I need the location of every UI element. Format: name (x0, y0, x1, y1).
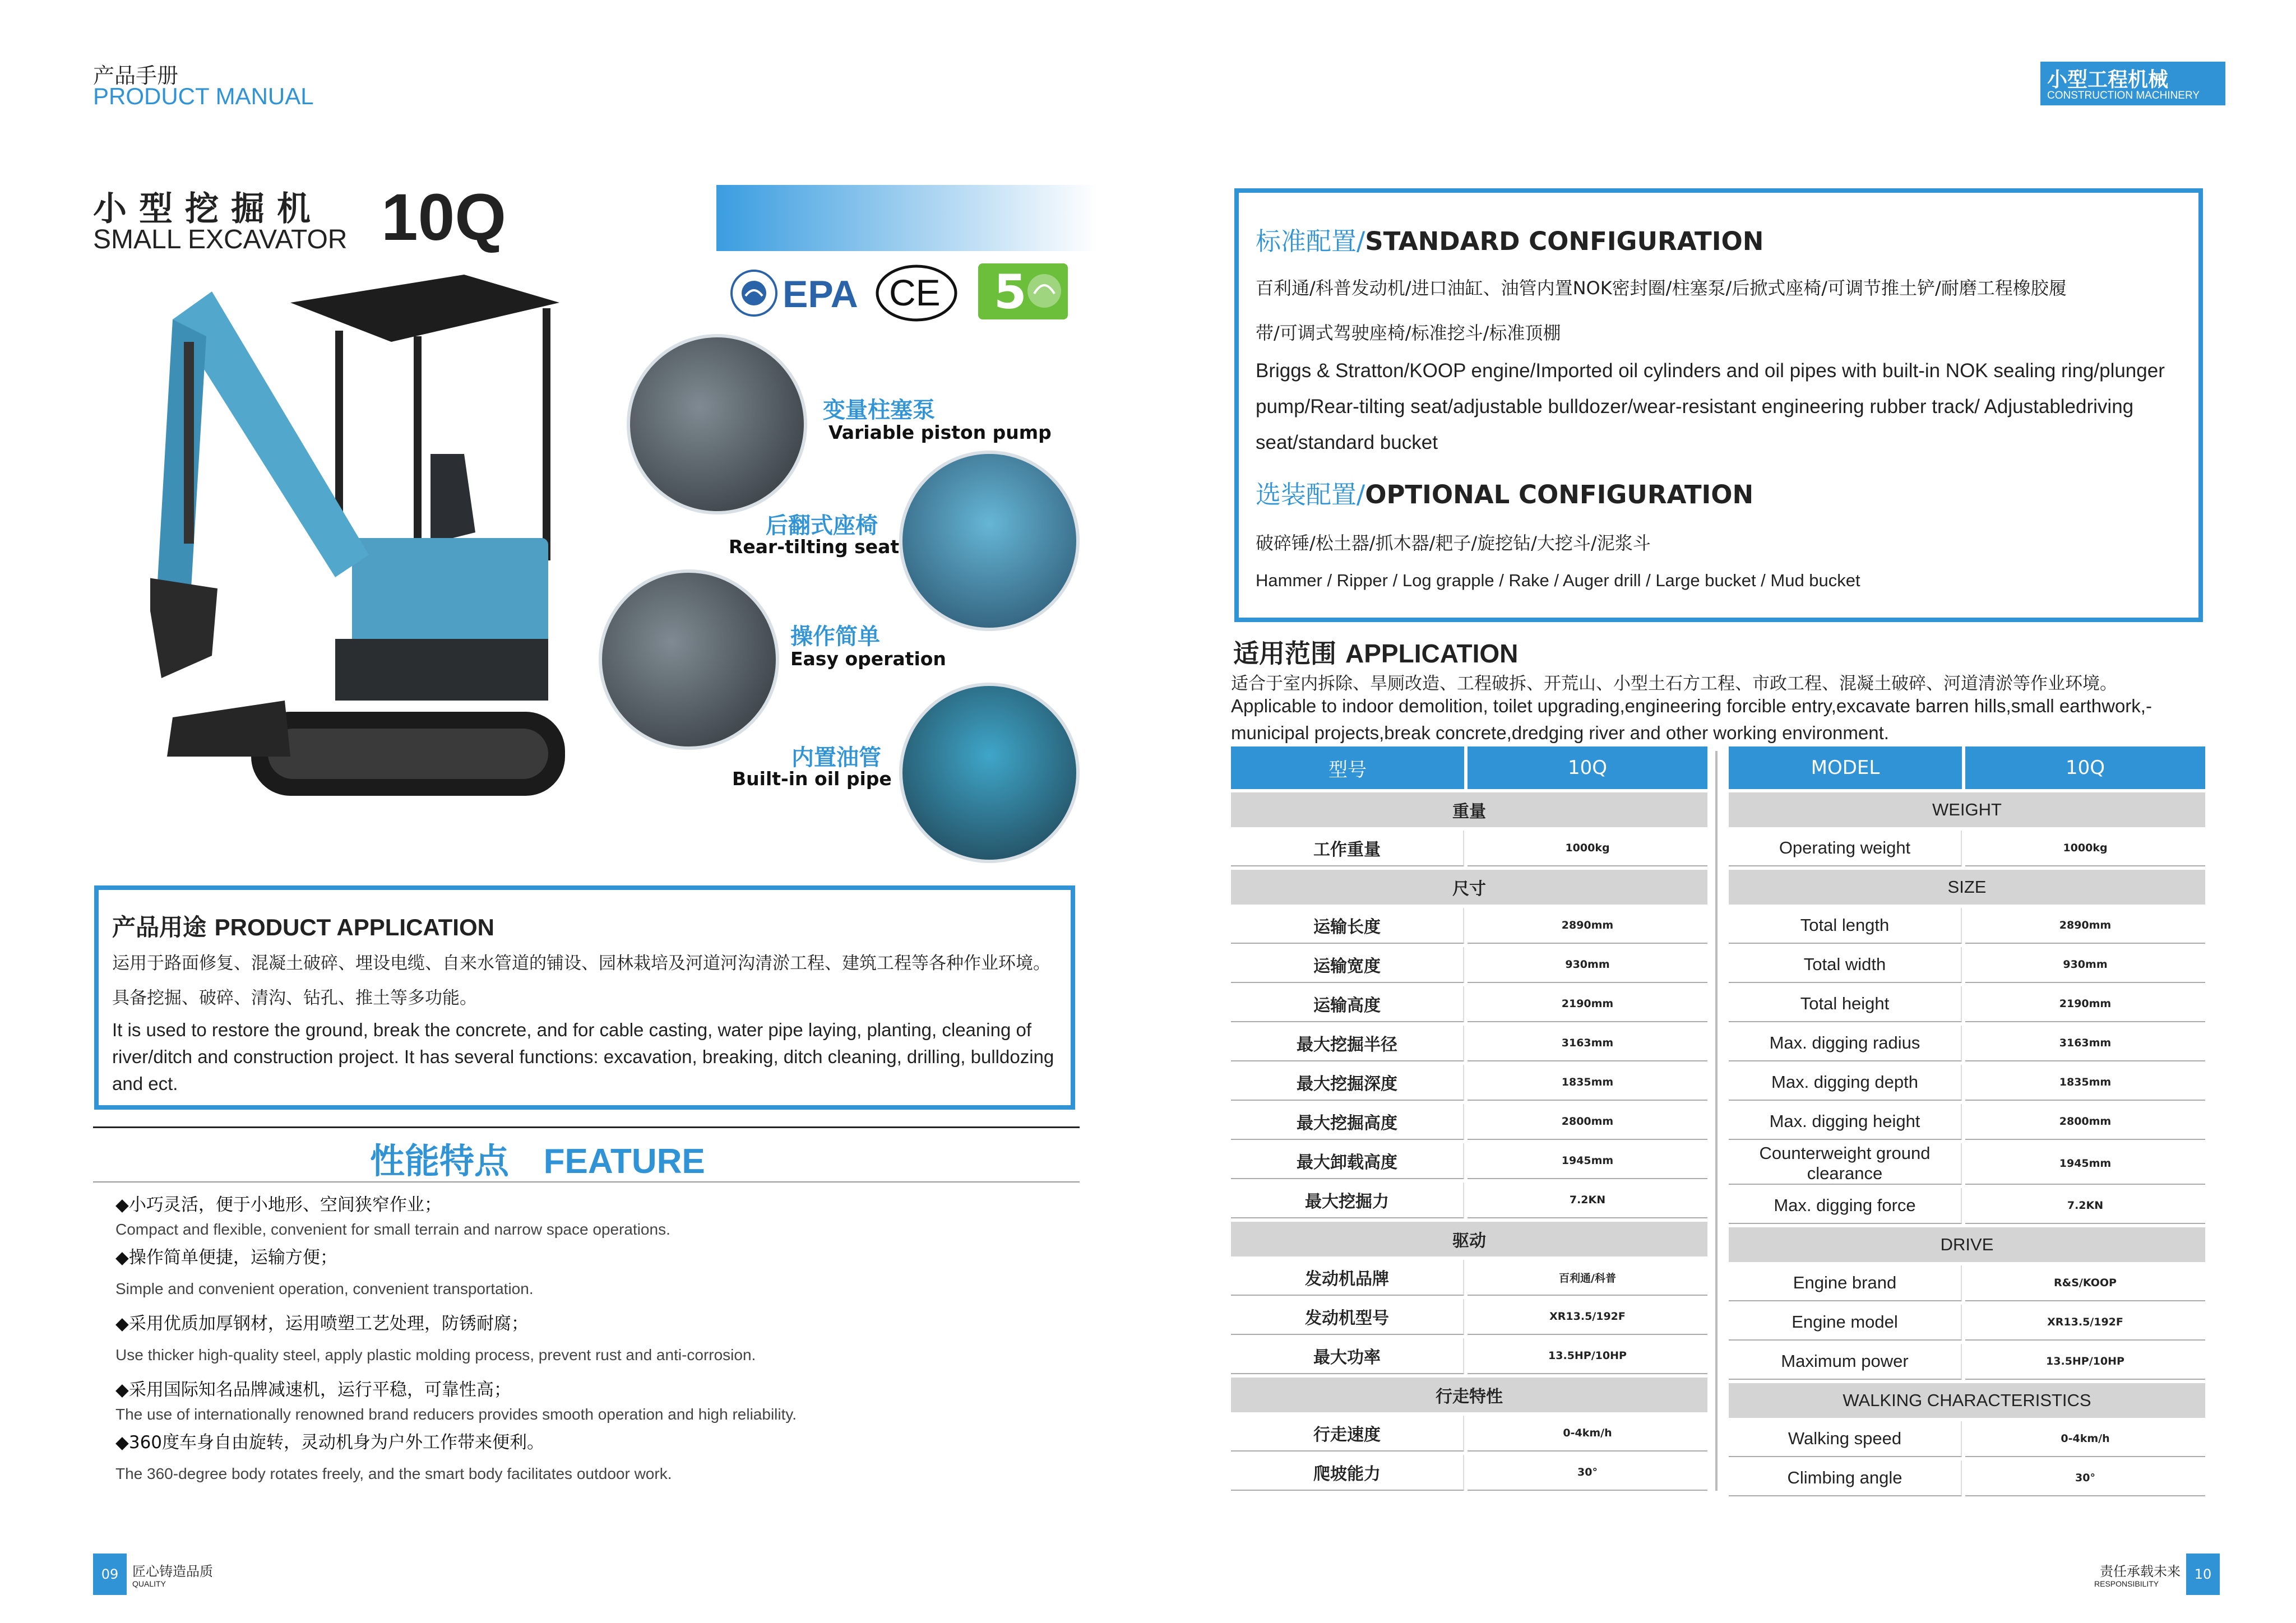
configuration-box (1234, 188, 2203, 622)
spec-row (1729, 1104, 2205, 1140)
spec-group-row (1231, 1222, 1707, 1256)
spec-row (1729, 1026, 2205, 1061)
spec-row (1729, 1265, 2205, 1301)
spec-row (1231, 908, 1707, 944)
application-title (1233, 633, 1518, 670)
spec-label: Max. digging depth (1729, 1065, 1962, 1101)
spec-row (1729, 1188, 2205, 1224)
spec-row (1231, 986, 1707, 1022)
spec-row (1729, 1143, 2205, 1185)
feature-operation-en: Easy operation (790, 648, 946, 670)
category-tag-en: CONSTRUCTION MACHINERY (2047, 90, 2200, 101)
spec-label: 行走速度 (1231, 1416, 1464, 1452)
feature-item-en: Simple and convenient operation, convenient transportation. (115, 1280, 534, 1297)
spec-value: 2800mm (1468, 1104, 1707, 1140)
spec-label: 爬坡能力 (1231, 1455, 1464, 1491)
feature-item-cn: ◆采用优质加厚钢材，运用喷塑工艺处理，防锈耐腐； (115, 1314, 529, 1334)
feature-item (115, 1431, 1068, 1485)
spec-label: Walking speed (1729, 1421, 1962, 1457)
ce-text: CE (889, 272, 941, 313)
spec-label: Engine model (1729, 1305, 1962, 1341)
spec-value: 30° (1468, 1455, 1707, 1491)
excavator-image (150, 252, 576, 835)
feature-title-en: FEATURE (543, 1142, 705, 1181)
standard-config-title-cn: 标准配置 (1256, 226, 1357, 256)
feature-item-cn: ◆采用国际知名品牌减速机，运行平稳，可靠性高； (115, 1380, 511, 1400)
spec-row (1729, 986, 2205, 1022)
standard-config-en: Briggs & Stratton/KOOP engine/Imported oil cylinders and oil pipes with built-in NOK sealing ring/plunger pump/Rear-tilting seat/adjustable bulldozer/wear-resistant engineering rubber track/ Adjustabledriving seat/standard bucket (1256, 360, 2165, 453)
spec-value: 2890mm (1965, 908, 2205, 944)
spec-row (1231, 947, 1707, 983)
spec-label: Counterweight ground clearance (1729, 1143, 1962, 1185)
optional-config-title: 选装配置/OPTIONAL CONFIGURATION (1256, 480, 1754, 509)
spec-row (1231, 1143, 1707, 1179)
spec-row (1231, 1299, 1707, 1335)
feature-oilpipe-cn: 内置油管 (791, 745, 881, 771)
spec-group-label: 驱动 (1231, 1222, 1707, 1256)
spec-value: R&S/KOOP (1965, 1265, 2205, 1301)
rear-tilting-seat-photo (899, 451, 1080, 631)
standard-config-cn (1256, 266, 2186, 355)
manual-label-cn: 产品手册 (93, 63, 179, 88)
spec-group-row (1729, 1383, 2205, 1418)
spec-label: Total length (1729, 908, 1962, 944)
spec-header-label: 型号 (1231, 746, 1464, 789)
spec-header-model: 10Q (1468, 746, 1707, 789)
spec-row (1231, 1260, 1707, 1296)
spec-value: 2890mm (1468, 908, 1707, 944)
spec-label: 最大挖掘高度 (1231, 1104, 1464, 1140)
spec-group-row (1729, 1227, 2205, 1262)
feature-item-cn: ◆360度车身自由旋转，灵动机身为户外工作带来便利。 (115, 1432, 545, 1453)
application-text-cn: 适合于室内拆除、旱厕改造、工程破拆、开荒山、小型土石方工程、市政工程、混凝土破碎、河道清淤等作业环境。 (1231, 674, 2117, 694)
spec-label: Max. digging force (1729, 1188, 1962, 1224)
oil-pipe-photo (899, 683, 1080, 863)
spec-label: 发动机品牌 (1231, 1260, 1464, 1296)
spec-label: Total width (1729, 947, 1962, 983)
spec-label: 最大挖掘深度 (1231, 1065, 1464, 1101)
standard-config-title: 标准配置/STANDARD CONFIGURATION (1256, 226, 1764, 256)
spec-group-label: SIZE (1729, 870, 2205, 905)
product-title-cn: 小型挖掘机 (93, 189, 323, 229)
footer-left-cn: 匠心铸造品质 (132, 1564, 213, 1579)
spec-value: 2800mm (1965, 1104, 2205, 1140)
feature-item (115, 1379, 1068, 1426)
spec-row (1231, 1416, 1707, 1452)
spec-value: 3163mm (1468, 1026, 1707, 1061)
spec-label: 最大功率 (1231, 1338, 1464, 1374)
spec-row (1231, 1183, 1707, 1218)
spec-label: Max. digging radius (1729, 1026, 1962, 1061)
spec-row (1729, 1305, 2205, 1341)
spec-value: 7.2KN (1468, 1183, 1707, 1218)
feature-item-en: Compact and flexible, convenient for small terrain and narrow space operations. (115, 1221, 670, 1238)
epa-logo (729, 262, 858, 324)
spec-group-label: WALKING CHARACTERISTICS (1729, 1383, 2205, 1418)
spec-table-en (1725, 743, 2209, 1500)
spec-row (1231, 831, 1707, 866)
feature-pump-cn: 变量柱塞泵 (823, 397, 935, 423)
euro5-logo (978, 263, 1068, 319)
feature-item-en: Use thicker high-quality steel, apply plastic molding process, prevent rust and anti-corrosion. (115, 1346, 756, 1364)
spec-label: 运输长度 (1231, 908, 1464, 944)
feature-item-en: The use of internationally renowned brand reducers provides smooth operation and high reliability. (115, 1406, 797, 1423)
spec-row (1231, 1455, 1707, 1491)
manual-label-en: PRODUCT MANUAL (93, 83, 314, 109)
spec-group-label: 行走特性 (1231, 1378, 1707, 1412)
spec-group-label: 重量 (1231, 792, 1707, 827)
application-text-en: Applicable to indoor demolition, toilet upgrading,engineering forcible entry,excavate barren hills,small earthwork,-municipal projects,break concrete,dredging river and other working environment. (1231, 695, 2152, 743)
spec-group-row (1729, 792, 2205, 827)
category-tag-cn: 小型工程机械 (2047, 68, 2169, 91)
spec-label: Engine brand (1729, 1265, 1962, 1301)
spec-value: 13.5HP/10HP (1965, 1344, 2205, 1380)
product-model: 10Q (381, 180, 507, 254)
spec-label: Operating weight (1729, 831, 1962, 866)
piston-pump-photo (627, 334, 807, 514)
spec-row (1729, 831, 2205, 866)
feature-divider-top (93, 1126, 1080, 1128)
spec-group-label: DRIVE (1729, 1227, 2205, 1262)
feature-pump-en: Variable piston pump (828, 421, 1052, 443)
feature-seat-cn: 后翻式座椅 (766, 513, 878, 539)
feature-title (370, 1133, 705, 1183)
feature-oilpipe-en: Built-in oil pipe (732, 768, 892, 790)
spec-header-row (1231, 746, 1707, 789)
epa-text: EPA (783, 273, 858, 316)
product-application-text-cn: 运用于路面修复、混凝土破碎、埋设电缆、自来水管道的铺设、园林栽培及河道河沟清淤工程、建筑工程等各种作业环境。具备挖掘、破碎、清沟、钻孔、推土等多功能。 (112, 953, 1050, 1008)
product-application-box (94, 885, 1075, 1110)
spec-header-label: MODEL (1729, 746, 1962, 789)
spec-value: 百利通/科普 (1468, 1260, 1707, 1296)
spec-value: 1000kg (1965, 831, 2205, 866)
feature-divider-bottom (93, 1181, 1080, 1183)
spec-label: Total height (1729, 986, 1962, 1022)
product-title-en: SMALL EXCAVATOR (93, 225, 348, 254)
euro5-number: 5 (994, 265, 1027, 319)
spec-value: 30° (1965, 1460, 2205, 1496)
product-application-title (112, 909, 494, 943)
spec-table-cn (1228, 743, 1711, 1494)
product-application-text-en: It is used to restore the ground, break the concrete, and for cable casting, water pipe laying, planting, cleaning of river/ditch and construction project. It has several functions: excavation, breaking, ditch cleaning, drilling, bulldozing and ect. (112, 1019, 1054, 1094)
feature-list (115, 1194, 1068, 1491)
spec-header-row (1729, 746, 2205, 789)
spec-row (1231, 1338, 1707, 1374)
footer-left-en: QUALITY (132, 1579, 166, 1588)
spec-value: 1945mm (1965, 1143, 2205, 1185)
spec-value: 1835mm (1965, 1065, 2205, 1101)
spec-label: 最大挖掘力 (1231, 1183, 1464, 1218)
spec-row (1729, 908, 2205, 944)
spec-row (1231, 1026, 1707, 1061)
page-number-right: 10 (2186, 1554, 2220, 1595)
footer-right-cn: 责任承载未来 (2100, 1564, 2181, 1579)
footer-right-en: RESPONSIBILITY (2094, 1579, 2159, 1588)
page-number-left: 09 (93, 1554, 127, 1595)
spec-row (1231, 1065, 1707, 1101)
product-application-title-cn: 产品用途 (112, 913, 207, 941)
feature-title-cn: 性能特点 (370, 1140, 510, 1181)
spec-value: 1000kg (1468, 831, 1707, 866)
spec-value: XR13.5/192F (1468, 1299, 1707, 1335)
spec-value: 13.5HP/10HP (1468, 1338, 1707, 1374)
application-title-cn: 适用范围 (1233, 638, 1336, 669)
spec-row (1729, 1421, 2205, 1457)
spec-row (1729, 947, 2205, 983)
spec-value: 2190mm (1965, 986, 2205, 1022)
spec-label: 运输高度 (1231, 986, 1464, 1022)
optional-config-cn: 破碎锤/松土器/抓木器/耙子/旋挖钻/大挖斗/泥浆斗 (1256, 532, 1651, 554)
spec-value: 930mm (1965, 947, 2205, 983)
spec-group-label: WEIGHT (1729, 792, 2205, 827)
feature-seat-en: Rear-tilting seat (729, 536, 900, 558)
spec-value: 3163mm (1965, 1026, 2205, 1061)
spec-header-model: 10Q (1965, 746, 2205, 789)
category-tag (2040, 62, 2225, 105)
spec-group-row (1231, 792, 1707, 827)
feature-item (115, 1194, 1068, 1241)
spec-label: 工作重量 (1231, 831, 1464, 866)
standard-config-title-en: STANDARD CONFIGURATION (1365, 226, 1764, 256)
spec-label: 运输宽度 (1231, 947, 1464, 983)
spec-label: 最大挖掘半径 (1231, 1026, 1464, 1061)
easy-operation-photo (599, 569, 779, 750)
spec-value: 0-4km/h (1468, 1416, 1707, 1452)
feature-item-cn: ◆小巧灵活，便于小地形、空间狭窄作业； (115, 1195, 442, 1215)
standard-config-cn-line1: 百利通/科普发动机/进口油缸、油管内置NOK密封圈/柱塞泵/后掀式座椅/可调节推土铲/耐磨工程橡胶履 (1256, 277, 2067, 299)
spec-value: 7.2KN (1965, 1188, 2205, 1224)
spec-row (1729, 1344, 2205, 1380)
spec-group-row (1729, 870, 2205, 905)
spec-value: 2190mm (1468, 986, 1707, 1022)
title-gradient-bar (716, 185, 1098, 251)
feature-item-en: The 360-degree body rotates freely, and the smart body facilitates outdoor work. (115, 1465, 672, 1482)
spec-group-row (1231, 1378, 1707, 1412)
spec-row (1729, 1065, 2205, 1101)
spec-row (1729, 1460, 2205, 1496)
spec-label: Max. digging height (1729, 1104, 1962, 1140)
spec-row (1231, 1104, 1707, 1140)
feature-item-cn: ◆操作简单便捷，运输方便； (115, 1248, 337, 1268)
spec-label: Climbing angle (1729, 1460, 1962, 1496)
feature-item (115, 1246, 1068, 1300)
spec-group-label: 尺寸 (1231, 870, 1707, 905)
application-title-en: APPLICATION (1345, 639, 1519, 668)
spec-label: Maximum power (1729, 1344, 1962, 1380)
ce-logo (874, 262, 959, 324)
optional-config-title-cn: 选装配置 (1256, 480, 1357, 509)
product-application-title-en: PRODUCT APPLICATION (214, 914, 494, 940)
spec-label: 最大卸载高度 (1231, 1143, 1464, 1179)
spec-value: 1945mm (1468, 1143, 1707, 1179)
feature-item (115, 1313, 1068, 1366)
spec-table-divider (1715, 751, 1718, 1491)
optional-config-title-en: OPTIONAL CONFIGURATION (1365, 480, 1754, 509)
standard-config-cn-line2: 带/可调式驾驶座椅/标准挖斗/标准顶棚 (1256, 322, 1561, 344)
optional-config-en: Hammer / Ripper / Log grapple / Rake / Auger drill / Large bucket / Mud bucket (1256, 571, 1860, 590)
spec-value: XR13.5/192F (1965, 1305, 2205, 1341)
feature-operation-cn: 操作简单 (790, 624, 880, 650)
spec-label: 发动机型号 (1231, 1299, 1464, 1335)
spec-value: 930mm (1468, 947, 1707, 983)
spec-value: 0-4km/h (1965, 1421, 2205, 1457)
spec-value: 1835mm (1468, 1065, 1707, 1101)
spec-group-row (1231, 870, 1707, 905)
